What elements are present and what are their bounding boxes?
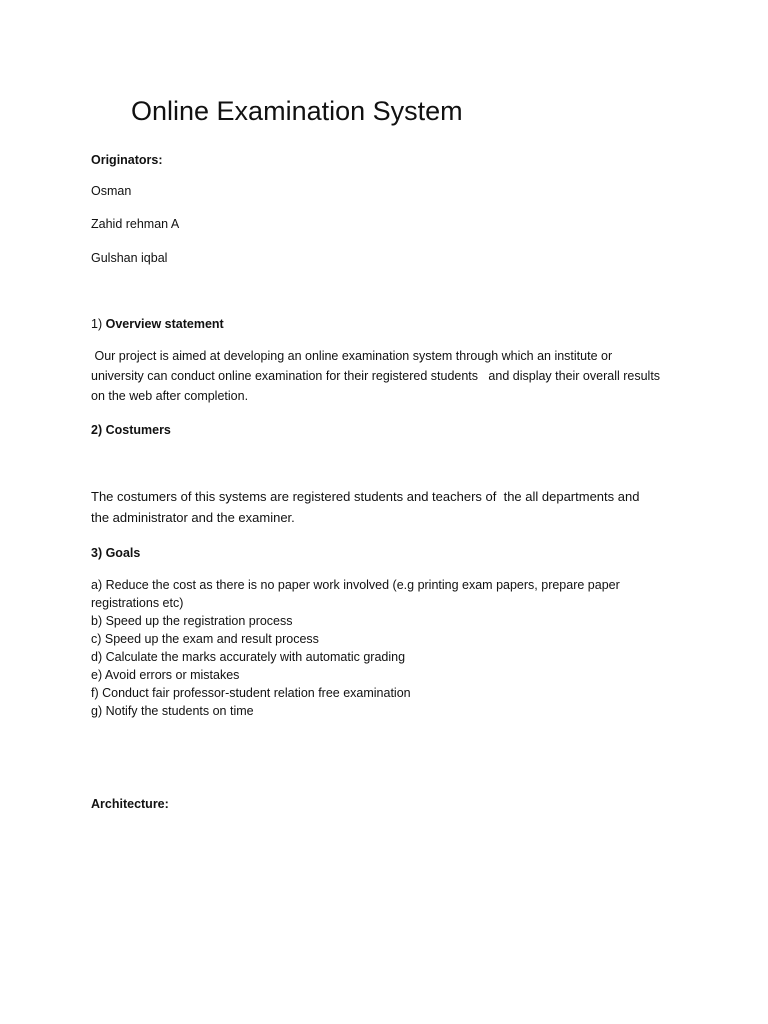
overview-line: Our project is aimed at developing an online examination system through which an institute or	[91, 349, 613, 363]
customers-heading: 2) Costumers	[91, 423, 171, 437]
originator-name: Osman	[91, 184, 132, 198]
goal-item: g) Notify the students on time	[91, 704, 254, 718]
goal-item: e) Avoid errors or mistakes	[91, 668, 240, 682]
customers-line: The costumers of this systems are registered students and teachers of the all departments and	[91, 489, 640, 504]
goal-item: c) Speed up the exam and result process	[91, 632, 319, 646]
overview-number: 1)	[91, 317, 103, 331]
overview-heading	[91, 314, 224, 334]
overview-heading-text: Overview statement	[105, 317, 224, 331]
originator-name: Gulshan iqbal	[91, 251, 168, 265]
customers-paragraph	[91, 486, 691, 528]
goals-list	[91, 576, 620, 720]
originator-name: Zahid rehman A	[91, 217, 180, 231]
originators-heading: Originators:	[91, 153, 163, 167]
goal-item: a) Reduce the cost as there is no paper work involved (e.g printing exam papers, prepare paper	[91, 578, 620, 592]
goals-heading: 3) Goals	[91, 546, 141, 560]
document-title: Online Examination System	[131, 96, 463, 126]
goal-item: f) Conduct fair professor-student relation free examination	[91, 686, 411, 700]
goal-item: b) Speed up the registration process	[91, 614, 293, 628]
overview-line: university can conduct online examination for their registered students and display their overall results	[91, 369, 661, 383]
customers-line: the administrator and the examiner.	[91, 510, 295, 525]
overview-line: on the web after completion.	[91, 389, 249, 403]
overview-paragraph	[91, 346, 691, 406]
goal-item: registrations etc)	[91, 596, 184, 610]
architecture-heading: Architecture:	[91, 797, 169, 811]
goal-item: d) Calculate the marks accurately with automatic grading	[91, 650, 406, 664]
